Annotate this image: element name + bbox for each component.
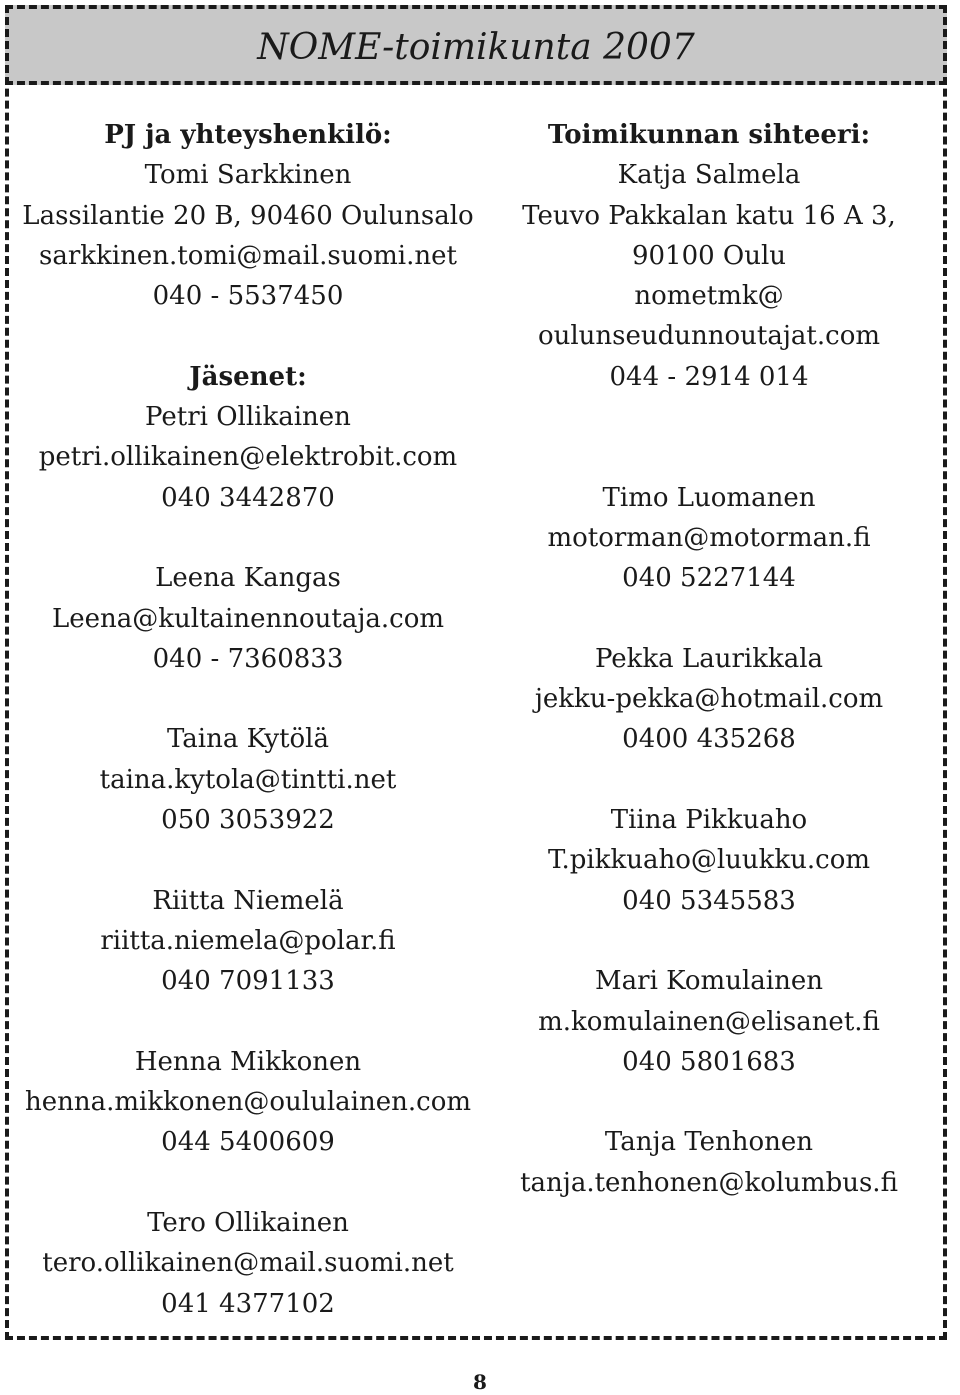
member-email: henna.mikkonen@oululainen.com [25, 1087, 471, 1118]
chair-heading: PJ ja yhteyshenkilö: [104, 120, 392, 150]
member-phone: 0400 435268 [622, 724, 796, 755]
page-header [5, 5, 947, 85]
member-email: tero.ollikainen@mail.suomi.net [42, 1248, 454, 1279]
secretary-address-line2: 90100 Oulu [631, 240, 787, 271]
spacer [478, 599, 940, 639]
member-phone: 040 3442870 [161, 482, 335, 513]
member-name: Tanja Tenhonen [604, 1127, 814, 1158]
member-phone: 044 5400609 [161, 1127, 335, 1158]
member-name: Mari Komulainen [595, 966, 823, 997]
member-name: Petri Ollikainen [145, 402, 351, 433]
member-phone: 041 4377102 [161, 1288, 335, 1319]
spacer [478, 437, 940, 477]
member-email: Leena@kultainennoutaja.com [51, 603, 445, 634]
secretary-email-line1: nometmk@ [634, 281, 784, 312]
member-email: petri.ollikainen@elektrobit.com [38, 442, 458, 473]
spacer [478, 921, 940, 961]
secretary-address-line1: Teuvo Pakkalan katu 16 A 3, [522, 200, 896, 231]
member-email: m.komulainen@elisanet.fi [538, 1006, 880, 1037]
member-email: motorman@motorman.fi [547, 522, 871, 553]
spacer [14, 1163, 482, 1203]
page-number: 8 [473, 1370, 487, 1394]
member-phone: 050 3053922 [161, 805, 335, 836]
member-phone: 040 5227144 [622, 563, 796, 594]
spacer [478, 1082, 940, 1122]
secretary-email-line2: oulunseudunnoutajat.com [537, 321, 881, 352]
member-name: Timo Luomanen [602, 482, 816, 513]
left-column [14, 115, 482, 1324]
secretary-name: Katja Salmela [617, 160, 801, 191]
member-phone: 040 7091133 [161, 966, 335, 997]
member-email: tanja.tenhonen@kolumbus.fi [520, 1167, 898, 1198]
member-name: Henna Mikkonen [134, 1046, 362, 1077]
chair-name: Tomi Sarkkinen [144, 160, 352, 191]
page-title: NOME-toimikunta 2007 [257, 27, 695, 68]
member-name: Taina Kytölä [166, 724, 330, 755]
secretary-phone: 044 - 2914 014 [609, 361, 809, 392]
spacer [14, 518, 482, 558]
spacer [14, 679, 482, 719]
member-name: Tero Ollikainen [147, 1208, 349, 1239]
member-name: Riitta Niemelä [152, 885, 344, 916]
members-heading: Jäsenet: [189, 361, 307, 392]
member-email: taina.kytola@tintti.net [99, 764, 397, 795]
spacer [14, 1002, 482, 1042]
secretary-heading: Toimikunnan sihteeri: [547, 120, 871, 150]
spacer [478, 760, 940, 800]
chair-email: sarkkinen.tomi@mail.suomi.net [39, 240, 457, 271]
member-phone: 040 5345583 [622, 885, 796, 916]
member-email: jekku-pekka@hotmail.com [534, 684, 884, 715]
chair-address: Lassilantie 20 B, 90460 Oulunsalo [22, 200, 474, 231]
member-email: T.pikkuaho@luukku.com [547, 845, 871, 876]
member-phone: 040 - 7360833 [152, 643, 344, 674]
spacer [478, 397, 940, 437]
member-name: Tiina Pikkuaho [610, 805, 808, 836]
chair-phone: 040 - 5537450 [152, 281, 344, 312]
member-name: Leena Kangas [155, 563, 341, 594]
spacer [14, 316, 482, 356]
member-phone: 040 5801683 [622, 1046, 796, 1077]
spacer [14, 840, 482, 880]
member-name: Pekka Laurikkala [594, 643, 824, 674]
member-email: riitta.niemela@polar.fi [100, 925, 396, 956]
right-column [478, 115, 940, 1203]
